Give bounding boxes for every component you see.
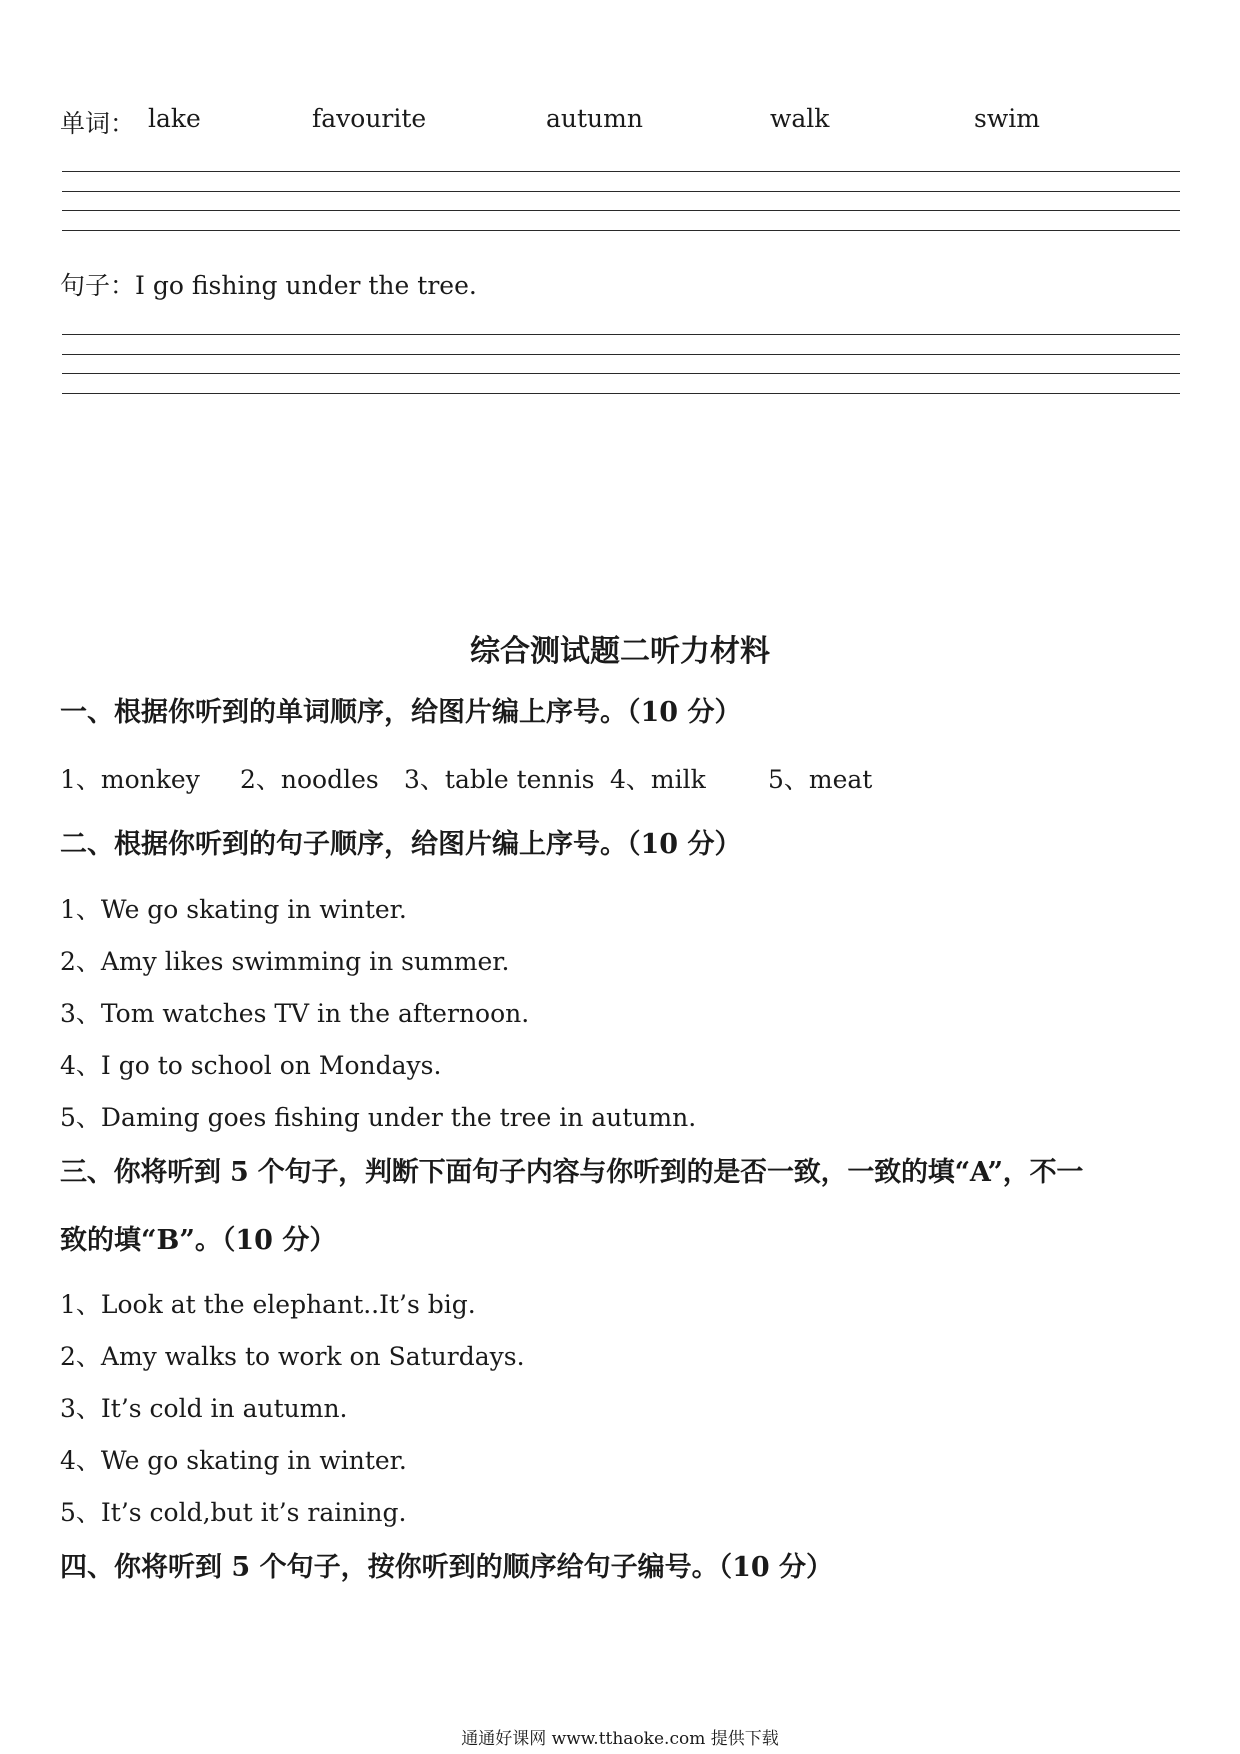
writing-lines-words	[62, 171, 1180, 233]
writing-line	[62, 393, 1180, 394]
list-item: 3、It’s cold in autumn.	[60, 1394, 348, 1423]
list-item: 5、meat	[768, 765, 873, 794]
section-2-heading: 二、根据你听到的句子顺序，给图片编上序号。（10 分）	[60, 829, 742, 860]
list-item: 3、table tennis	[404, 765, 595, 794]
list-item: 5、It’s cold,but it’s raining.	[60, 1498, 407, 1527]
list-item: 4、I go to school on Mondays.	[60, 1051, 442, 1080]
page-title: 综合测试题二听力材料	[470, 634, 770, 669]
copy-word: lake	[148, 104, 201, 133]
list-item: 1、monkey	[60, 765, 200, 794]
list-item: 2、Amy walks to work on Saturdays.	[60, 1342, 525, 1371]
copy-words-label: 单词：	[60, 109, 136, 138]
section-1-items	[60, 760, 1160, 796]
copy-word: swim	[974, 104, 1040, 133]
section-1-heading: 一、根据你听到的单词顺序，给图片编上序号。（10 分）	[60, 697, 742, 728]
copy-word: walk	[770, 104, 830, 133]
list-item: 5、Daming goes fishing under the tree in autumn.	[60, 1103, 697, 1132]
list-item: 1、Look at the elephant..It’s big.	[60, 1290, 476, 1319]
writing-line	[62, 354, 1180, 355]
copy-sentence-row	[60, 266, 477, 302]
list-item: 1、We go skating in winter.	[60, 895, 407, 924]
copy-word: favourite	[312, 104, 427, 133]
section-3-heading-continued: 致的填“B”。（10 分）	[60, 1225, 337, 1256]
list-item: 2、Amy likes swimming in summer.	[60, 947, 510, 976]
copy-word: autumn	[546, 104, 643, 133]
list-item: 4、We go skating in winter.	[60, 1446, 407, 1475]
writing-line	[62, 373, 1180, 374]
list-item: 2、noodles	[240, 765, 379, 794]
copy-sentence-label: 句子：	[60, 271, 136, 300]
writing-line	[62, 230, 1180, 231]
copy-sentence-text: I go fishing under the tree.	[135, 271, 477, 300]
writing-lines-sentence	[62, 334, 1180, 396]
list-item: 4、milk	[610, 765, 706, 794]
section-3-heading: 三、你将听到 5 个句子，判断下面句子内容与你听到的是否一致，一致的填“A”，不一	[60, 1157, 1084, 1188]
writing-line	[62, 210, 1180, 211]
copy-words-row	[60, 104, 1180, 144]
list-item: 3、Tom watches TV in the afternoon.	[60, 999, 530, 1028]
writing-line	[62, 191, 1180, 192]
writing-line	[62, 334, 1180, 335]
writing-line	[62, 171, 1180, 172]
section-4-heading: 四、你将听到 5 个句子，按你听到的顺序给句子编号。（10 分）	[60, 1552, 834, 1583]
footer-credit: 通通好课网 www.tthaoke.com 提供下载	[461, 1729, 779, 1749]
